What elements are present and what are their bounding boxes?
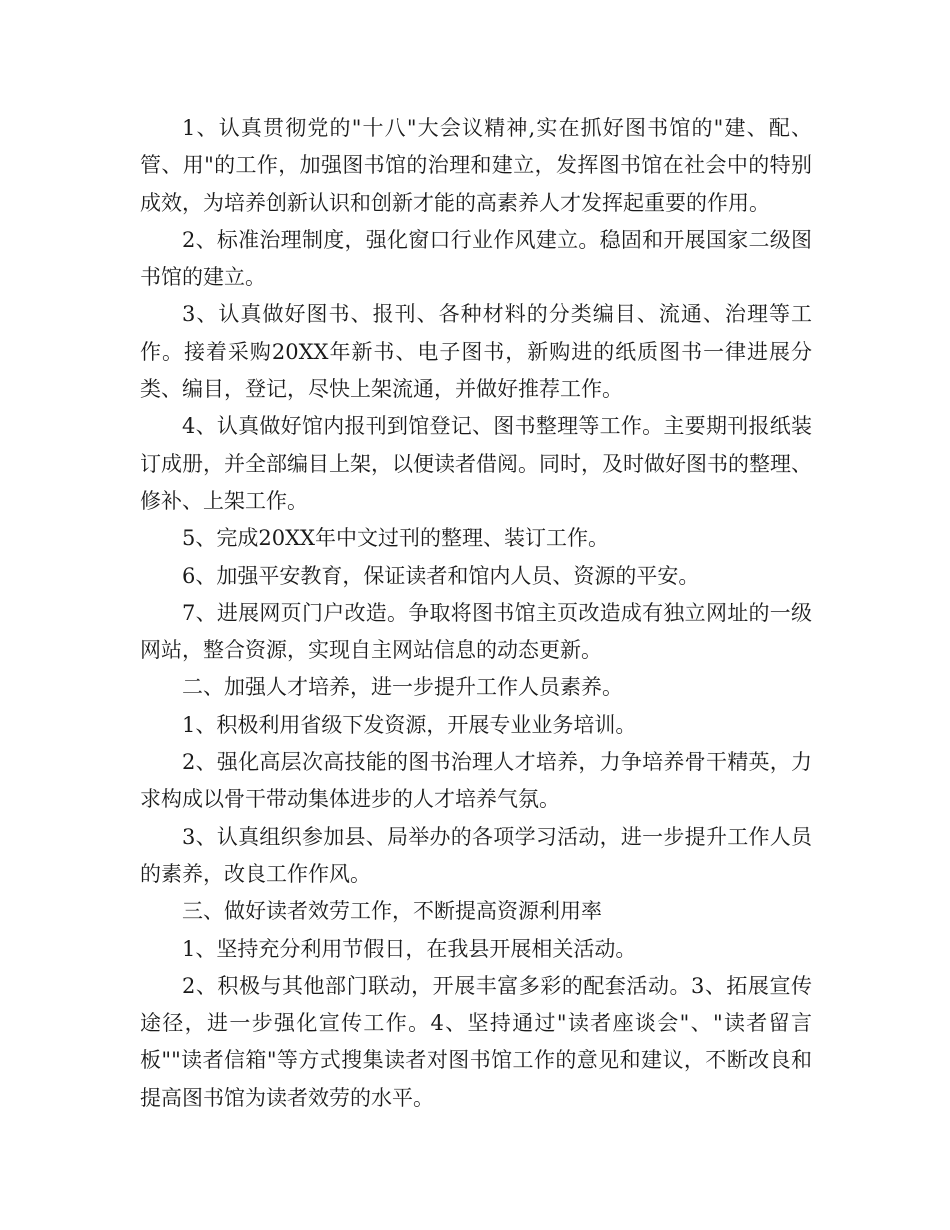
paragraph-4: 4、认真做好馆内报刊到馆登记、图书整理等工作。主要期刊报纸装订成册，并全部编目上架，以便读者借阅。同时，及时做好图书的整理、修补、上架工作。	[140, 414, 812, 513]
paragraph-7: 7、进展网页门户改造。争取将图书馆主页改造成有独立网址的一级网站，整合资源，实现自主网站信息的动态更新。	[140, 600, 812, 663]
paragraph-3: 3、认真做好图书、报刊、各种材料的分类编目、流通、治理等工作。接着采购20XX年新书、电子图书，新购进的纸质图书一律进展分类、编目，登记，尽快上架流通，并做好推荐工作。	[140, 302, 812, 402]
paragraph-1: 1、认真贯彻党的"十八"大会议精神,实在抓好图书馆的"建、配、管、用"的工作，加强图书馆的治理和建立，发挥图书馆在社会中的特别成效，为培养创新认识和创新才能的高素养人才发挥起重要的作用。	[140, 116, 812, 215]
paragraph-5: 5、完成20XX年中文过刊的整理、装订工作。	[182, 526, 609, 551]
document-body	[140, 110, 812, 1117]
paragraph-9: 2、强化高层次高技能的图书治理人才培养，力争培养骨干精英，力求构成以骨干带动集体进步的人才培养气氛。	[140, 750, 812, 812]
paragraph-11: 1、坚持充分利用节假日，在我县开展相关活动。	[182, 936, 637, 961]
section-heading-3: 三、做好读者效劳工作，不断提高资源利用率	[182, 899, 602, 924]
paragraph-2: 2、标准治理制度，强化窗口行业作风建立。稳固和开展国家二级图书馆的建立。	[140, 227, 812, 290]
paragraph-10: 3、认真组织参加县、局举办的各项学习活动，进一步提升工作人员的素养，改良工作作风。	[140, 824, 812, 886]
paragraph-8: 1、积极利用省级下发资源，开展专业业务培训。	[182, 712, 637, 737]
paragraph-12: 2、积极与其他部门联动，开展丰富多彩的配套活动。3、拓展宣传途径，进一步强化宣传工作。4、坚持通过"读者座谈会"、"读者留言板""读者信箱"等方式搜集读者对图书馆工作的意见和建议，不断改良和提高图书馆为读者效劳的水平。	[140, 973, 812, 1110]
paragraph-6: 6、加强平安教育，保证读者和馆内人员、资源的平安。	[182, 563, 700, 588]
section-heading-2: 二、加强人才培养，进一步提升工作人员素养。	[182, 675, 623, 700]
